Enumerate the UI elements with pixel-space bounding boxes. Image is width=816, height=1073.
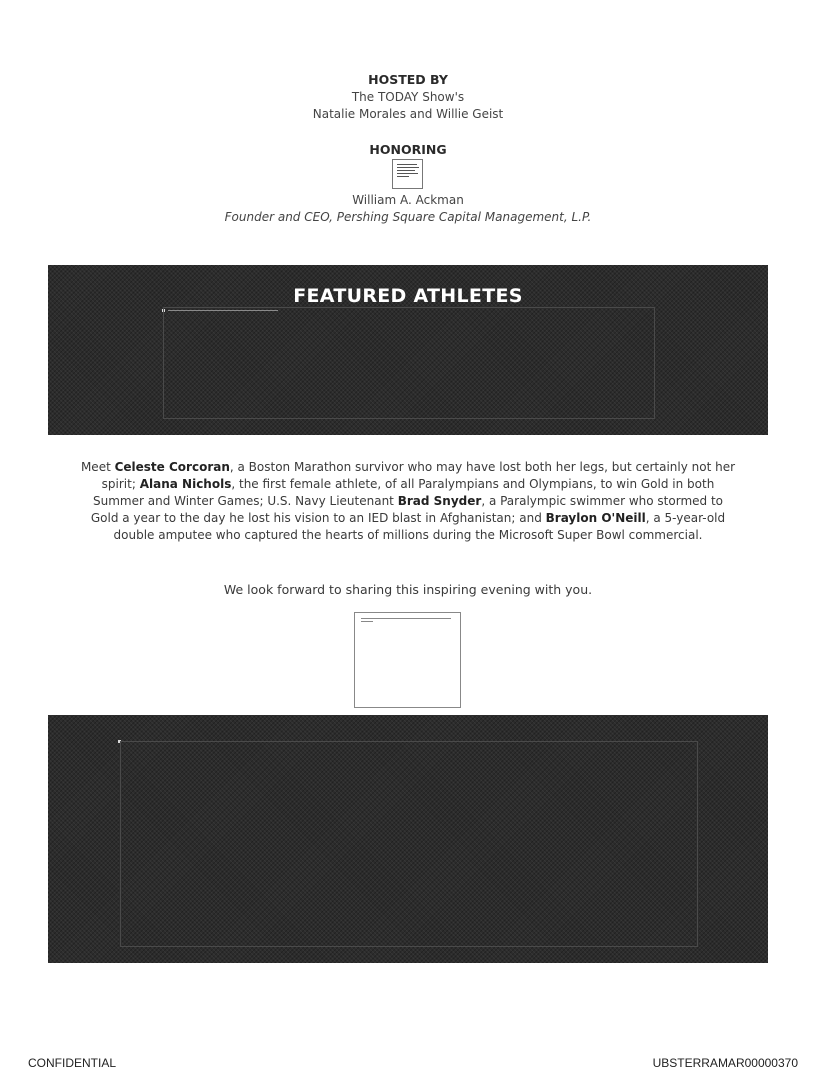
featured-athletes-title: FEATURED ATHLETES [293, 285, 523, 307]
bates-number: UBSTERRAMAR00000370 [652, 1056, 798, 1070]
hosted-by-show: The TODAY Show's [351, 90, 465, 104]
closing-line: We look forward to sharing this inspiring evening with you. [223, 582, 593, 597]
featured-athletes-banner [48, 265, 768, 435]
confidential-label: CONFIDENTIAL [28, 1056, 117, 1070]
athletes-description: Meet Celeste Corcoran, a Boston Marathon survivor who may have lost both her legs, but certainly not her spirit; Alana Nichols, the first female athlete, of all Paralympians and Olympians, to win Gold in both Summer and Winter Games; U.S. Navy Lieutenant Brad Snyder, a Paralympic swimmer who stormed to Gold a year to the day he lost his vision to an IED blast in Afghanistan; and Braylon O'Neill, a 5-year-old double amputee who captured the hearts of millions during the Microsoft Super Bowl commercial. [80, 460, 736, 542]
athlete-name: Braylon O'Neill [545, 511, 646, 525]
hosted-by-heading: HOSTED BY [368, 72, 448, 87]
athlete-name: Alana Nichols [139, 477, 232, 491]
hosted-by-names: Natalie Morales and Willie Geist [312, 107, 504, 121]
honoring-heading: HONORING [369, 142, 447, 157]
event-image-frame [120, 741, 698, 947]
document-thumbnail [354, 612, 461, 708]
athlete-name: Brad Snyder [397, 494, 482, 508]
athlete-name: Celeste Corcoran [114, 460, 230, 474]
event-image-banner [48, 715, 768, 963]
athletes-image-frame [163, 307, 655, 419]
honoree-name: William A. Ackman [352, 193, 464, 207]
honoree-title: Founder and CEO, Pershing Square Capital Management, L.P. [224, 210, 592, 224]
honoree-photo-placeholder [392, 159, 423, 189]
